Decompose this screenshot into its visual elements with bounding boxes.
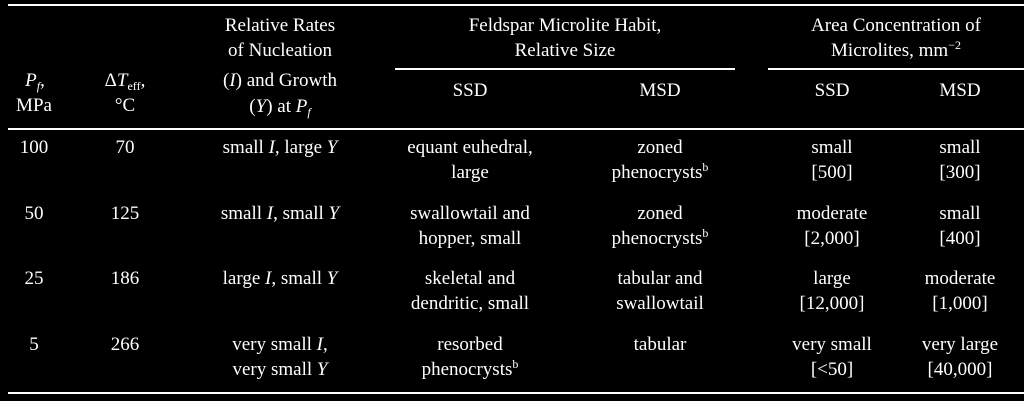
bottom-rule	[8, 392, 1024, 394]
table-row-dt: 266	[110, 334, 140, 355]
table-row-habit-msd-1: tabular	[633, 334, 687, 355]
table-row-dt: 70	[115, 137, 135, 158]
table-row-area-msd-2: [300]	[939, 162, 981, 183]
table-row-area-ssd-1: small	[811, 137, 853, 158]
header-area-msd: MSD	[939, 80, 981, 101]
table-row-area-ssd-1: large	[813, 268, 851, 289]
table-row-area-msd-1: small	[939, 137, 981, 158]
table-row-area-msd-1: very large	[921, 334, 999, 355]
table-row-rates: large I, small Y	[222, 268, 338, 289]
habit-span-rule	[395, 68, 735, 70]
header-delta-t-unit: °C	[114, 95, 136, 116]
top-rule	[8, 4, 1024, 6]
area-span-rule	[768, 68, 1024, 70]
table-row-pf: 100	[19, 137, 49, 158]
table-row-area-ssd-2: [<50]	[810, 359, 854, 380]
table-row-area-msd-1: small	[939, 203, 981, 224]
header-area-ssd: SSD	[814, 80, 850, 101]
table-row-habit-ssd-1: resorbed	[437, 334, 503, 355]
header-delta-t: $\Delta T_{eff}$,	[104, 70, 146, 93]
table-row-habit-ssd-2: hopper, small	[418, 228, 522, 249]
header-habit-ssd: SSD	[452, 80, 488, 101]
table-row-habit-ssd-2: phenocrysts$^b$	[421, 357, 519, 380]
table-row-area-msd-1: moderate	[924, 268, 996, 289]
table-row-habit-ssd-2: dendritic, small	[410, 293, 530, 314]
table-row-habit-msd-1: tabular and	[617, 268, 703, 289]
table-row-pf: 25	[24, 268, 44, 289]
table-row-pf: 5	[29, 334, 39, 355]
table-row-area-ssd-1: moderate	[796, 203, 868, 224]
table-row-habit-ssd-1: swallowtail and	[410, 203, 530, 224]
header-habit-line1: Feldspar Microlite Habit,	[468, 15, 662, 36]
header-area-line2: Microlites, $mm^{-2}$	[831, 38, 961, 61]
table-row-area-msd-2: [400]	[939, 228, 981, 249]
table-row-rates: small I, large Y	[222, 137, 338, 158]
header-habit-msd: MSD	[639, 80, 681, 101]
table-row-rates: small I, small Y	[220, 203, 340, 224]
table-row-habit-msd-2: swallowtail	[616, 293, 704, 314]
header-pf: $P_f$,	[25, 70, 45, 93]
table-row-area-ssd-2: [2,000]	[804, 228, 860, 249]
header-bottom-rule	[8, 128, 1024, 130]
header-area-line1: Area Concentration of	[811, 15, 981, 36]
table-row-pf: 50	[24, 203, 44, 224]
header-pf-unit: MPa	[16, 95, 52, 116]
header-rates-line2: of Nucleation	[228, 40, 332, 61]
table-row-habit-msd-2: phenocrysts$^b$	[611, 226, 709, 249]
table-row-habit-ssd-2: large	[451, 162, 489, 183]
header-rates-line1: Relative Rates	[224, 15, 336, 36]
header-rates-line3: (I) and Growth	[223, 70, 337, 91]
table-row-habit-msd-1: zoned	[637, 203, 683, 224]
table-row-rates-2: very small Y	[232, 359, 328, 380]
table-row-area-msd-2: [1,000]	[932, 293, 988, 314]
table-row-area-ssd-2: [500]	[811, 162, 853, 183]
table-row-dt: 186	[110, 268, 140, 289]
header-rates-line4: (Y) at $P_f$	[249, 96, 311, 119]
table-row-area-ssd-1: very small	[792, 334, 872, 355]
table-row-habit-ssd-1: equant euhedral,	[407, 137, 533, 158]
table-row-dt: 125	[110, 203, 140, 224]
table-row-habit-msd-1: zoned	[637, 137, 683, 158]
table-row-rates: very small I,	[232, 334, 328, 355]
table-row-habit-ssd-1: skeletal and	[424, 268, 516, 289]
table-row-area-msd-2: [40,000]	[927, 359, 993, 380]
table-row-habit-msd-2: phenocrysts$^b$	[611, 160, 709, 183]
table-row-area-ssd-2: [12,000]	[799, 293, 865, 314]
header-habit-line2: Relative Size	[514, 40, 616, 61]
